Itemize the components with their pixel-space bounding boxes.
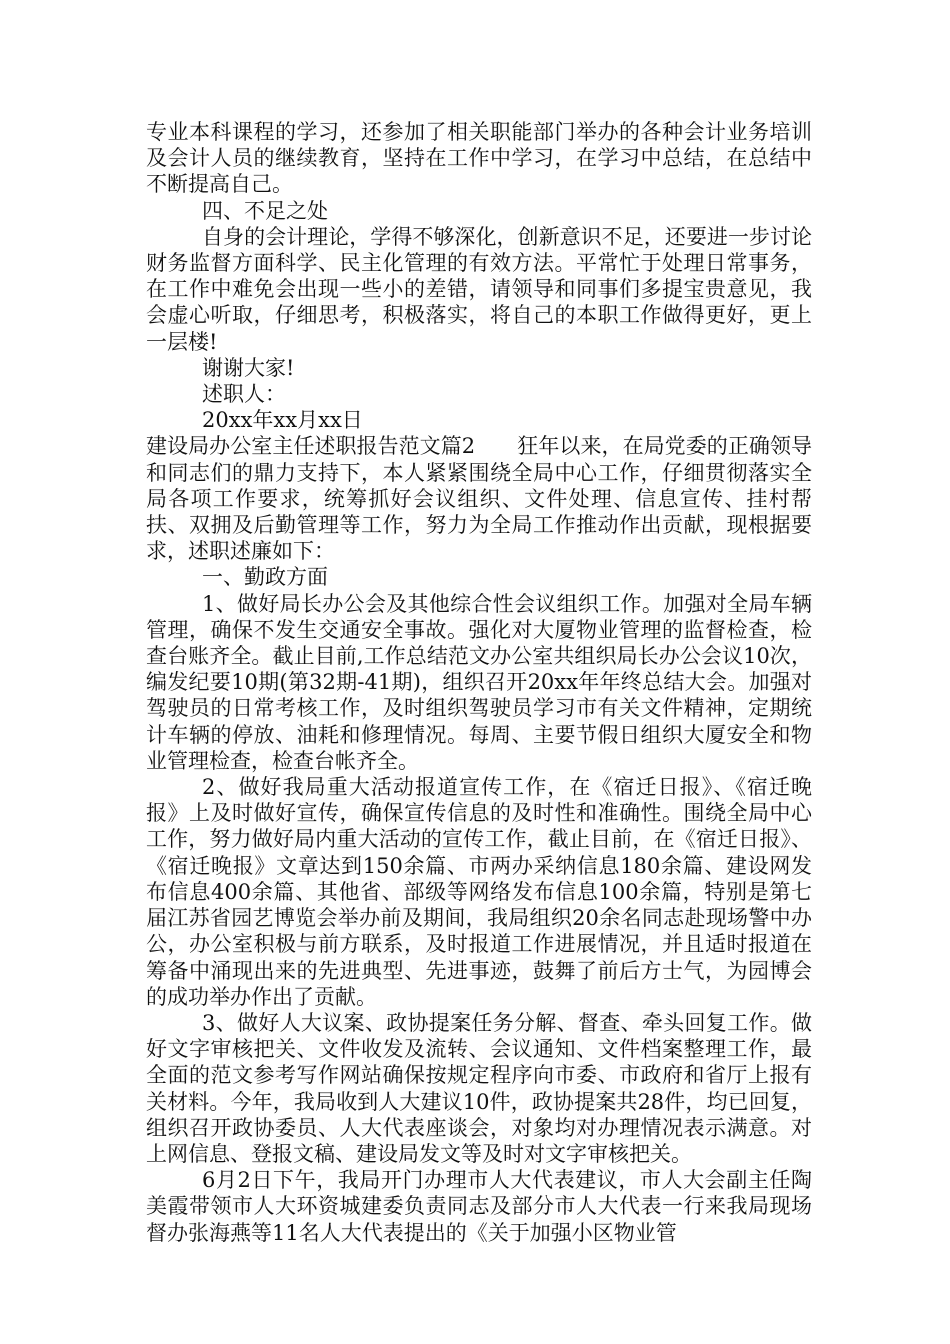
closing-thanks: 谢谢大家! <box>202 355 295 380</box>
paragraph-shortcomings: 自身的会计理论，学得不够深化，创新意识不足，还要进一步讨论财务监督方面科学、民主化管理的有效方法。平常忙于处理日常事务，在工作中难免会出现一些小的差错，请领导和同事们多提宝贵意见，我会虚心听取，仔细思考，积极落实，将自己的本职工作做得更好，更上一层楼! <box>146 224 812 354</box>
paragraph-item-2-publicity: 2、做好我局重大活动报道宣传工作，在《宿迁日报》、《宿迁晚报》上及时做好宣传，确保宣传信息的及时性和准确性。围绕全局中心工作，努力做好局内重大活动的宣传工作，截止目前，在《宿迁日报》、《宿迁晚报》文章达到150余篇、市两办采纳信息180余篇、建设网发布信息400余篇、其他省、部级等网络发布信息100余篇，特别是第七届江苏省园艺博览会举办前及期间，我局组织20余名同志赴现场警中办公，办公室积极与前方联系，及时报道工作进展情况，并且适时报道在筹备中涌现出来的先进典型、先进事迹，鼓舞了前后方士气，为园博会的成功举办作出了贡献。 <box>146 775 812 1009</box>
paragraph-item-3-proposals: 3、做好人大议案、政协提案任务分解、督查、牵头回复工作。做好文字审核把关、文件收发及流转、会议通知、文件档案整理工作，最全面的范文参考写作网站确保按规定程序向市委、市政府和省厅上报有关材料。今年，我局收到人大建议10件，政协提案共28件，均已回复，组织召开政协委员、人大代表座谈会，对象均对办理情况表示满意。对上网信息、登报文稿、建设局发文等及时对文字审核把关。 <box>146 1010 812 1166</box>
section-heading-diligence: 一、勤政方面 <box>202 565 328 590</box>
signature-date: 20xx年xx月xx日 <box>202 408 363 433</box>
paragraph-item-1-meetings: 1、做好局长办公会及其他综合性会议组织工作。加强对全局车辆管理，确保不发生交通安全事故。强化对大厦物业管理的监督检查，检查台账齐全。截止目前,工作总结范文办公室共组织局长办公会议10次，编发纪要10期(第32期-41期)，组织召开20xx年年终总结大会。加强对驾驶员的日常考核工作，及时组织驾驶员学习市有关文件精神，定期统计车辆的停放、油耗和修理情况。每周、主要节假日组织大厦安全和物业管理检查，检查台帐齐全。 <box>146 591 812 773</box>
section-heading-shortcomings: 四、不足之处 <box>202 198 328 223</box>
paragraph-june-meeting: 6月2日下午，我局开门办理市人大代表建议，市人大会副主任陶美霞带领市人大环资城建委负责同志及部分市人大代表一行来我局现场督办张海燕等11名人大代表提出的《关于加强小区物业管 <box>146 1168 812 1245</box>
document-body <box>146 119 812 1246</box>
article-title-and-intro: 建设局办公室主任述职报告范文篇2 狂年以来，在局党委的正确领导和同志们的鼎力支持下，本人紧紧围绕全局中心工作，仔细贯彻落实全局各项工作要求，统筹抓好会议组织、文件处理、信息宣传、挂村帮扶、双拥及后勤管理等工作，努力为全局工作推动作出贡献，现根据要求，述职述廉如下： <box>146 434 812 564</box>
signature-label: 述职人： <box>202 382 286 407</box>
paragraph-continued-study: 专业本科课程的学习，还参加了相关职能部门举办的各种会计业务培训及会计人员的继续教育，坚持在工作中学习，在学习中总结，在总结中不断提高自己。 <box>146 120 812 197</box>
